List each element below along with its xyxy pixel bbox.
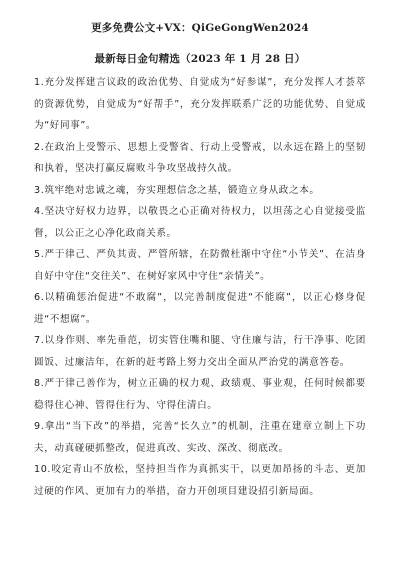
list-item: 8.严于律己善作为，树立正确的权力观、政绩观、事业观，任何时候都要稳得住心神、管得住行为、守得住清白。 xyxy=(34,378,366,411)
list-item: 6.以精确惩治促进“不敢腐”，以完善制度促进“不能腐”，以正心修身促进“不想腐”。 xyxy=(34,292,366,325)
list-item: 3.筑牢绝对忠诚之魂，夯实理想信念之基，锻造立身从政之本。 xyxy=(34,184,320,196)
list-item: 10.咬定青山不放松，坚持担当作为真抓实干，以更加昂扬的斗志、更加过硬的作风、更加有力的举措，奋力开创项目建设招引新局面。 xyxy=(34,464,366,497)
list-item: 5.严于律己、严负其责、严管所辖，在防微杜渐中守住“小节关”、在洁身自好中守住“交往关”、在树好家风中守住“亲情关”。 xyxy=(34,249,366,282)
list-item: 7.以身作则、率先垂范，切实管住嘴和腿、守住廉与洁，行干净事、吃团圆饭、过廉洁年，在新的赶考路上努力交出全面从严治党的满意答卷。 xyxy=(34,335,366,368)
header-line: 更多免费公文+VX：QiGeGongWen2024 xyxy=(91,22,309,34)
list-item: 4.坚决守好权力边界，以敬畏之心正确对待权力，以坦荡之心自觉接受监督，以公正之心净化政商关系。 xyxy=(34,206,366,239)
list-item: 1.充分发挥建言议政的政治优势、自觉成为“好参谋”，充分发挥人才荟萃的资源优势，自觉成为“好帮手”，充分发挥联系广泛的功能优势、自觉成为“好同事”。 xyxy=(34,77,366,131)
list-item: 9.拿出“当下改”的举措，完善“长久立”的机制，注重在建章立制上下功夫，动真碰硬抓整改，促进真改、实改、深改、彻底改。 xyxy=(34,421,366,454)
document-subtitle: 最新每日金句精选（2023 年 1 月 28 日） xyxy=(94,53,306,65)
list-item: 2.在政治上受警示、思想上受警省、行动上受警戒，以永远在路上的坚韧和执着，坚决打赢反腐败斗争攻坚战持久战。 xyxy=(34,141,366,174)
